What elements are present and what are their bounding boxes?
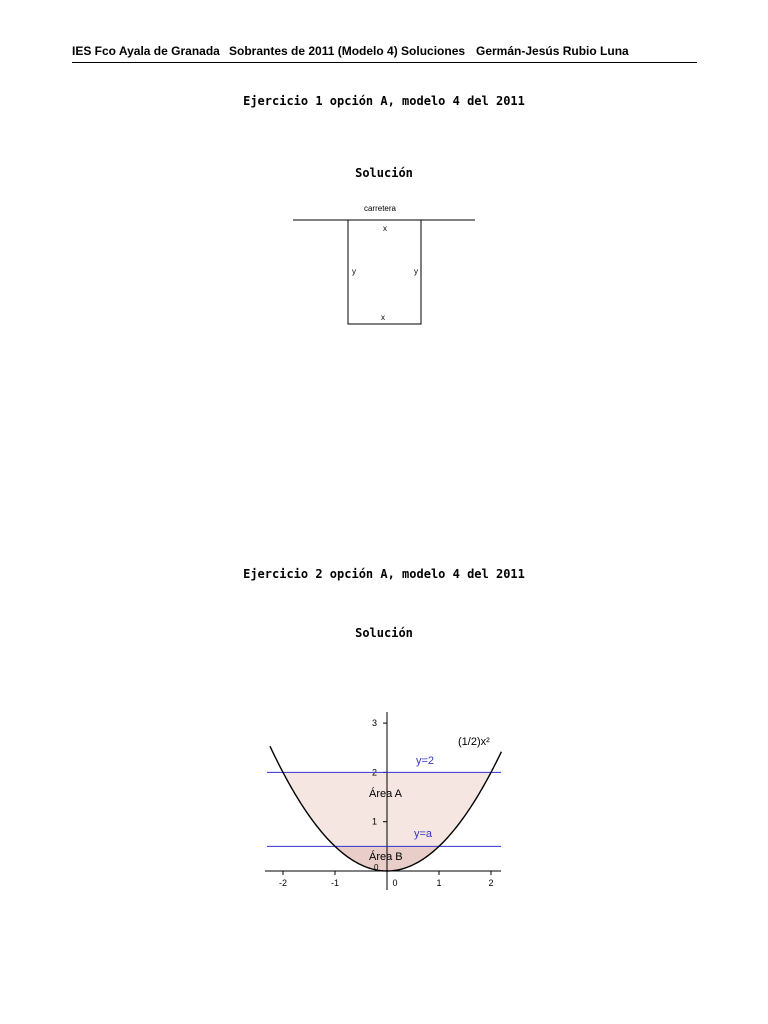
x-tick-label: -1 <box>330 878 340 888</box>
x-tick-label: 2 <box>488 878 494 888</box>
exercise2-title: Ejercicio 2 opción A, modelo 4 del 2011 <box>243 567 525 581</box>
top-side-label: x <box>383 224 387 233</box>
left-side-label: y <box>352 267 356 276</box>
line-y-2-label: y=2 <box>416 755 435 767</box>
y-tick-label: 3 <box>371 718 377 729</box>
bottom-side-label: x <box>381 313 385 322</box>
y-tick-label: 1 <box>371 816 377 827</box>
header-author: Germán-Jesús Rubio Luna <box>476 44 629 58</box>
area-b-label: Área B <box>369 851 403 863</box>
header-subject: Sobrantes de 2011 (Modelo 4) Soluciones <box>229 44 466 58</box>
x-tick-label: -2 <box>278 878 288 888</box>
origin-label: 0 <box>374 863 379 872</box>
x-tick-label: 0 <box>392 878 398 888</box>
line-y-a-label: y=a <box>414 828 433 840</box>
area-a-label: Área A <box>369 788 403 800</box>
road-label: carretera <box>363 204 397 213</box>
header-school: IES Fco Ayala de Granada <box>72 44 220 58</box>
x-tick-group <box>279 871 494 888</box>
exercise2-solution-label: Solución <box>355 626 413 640</box>
y-tick-label: 2 <box>371 767 377 778</box>
curve-label: (1/2)x² <box>458 736 490 748</box>
right-side-label: y <box>414 267 418 276</box>
x-tick-label: 1 <box>436 878 442 888</box>
exercise1-title: Ejercicio 1 opción A, modelo 4 del 2011 <box>243 94 525 108</box>
exercise1-solution-label: Solución <box>355 166 413 180</box>
